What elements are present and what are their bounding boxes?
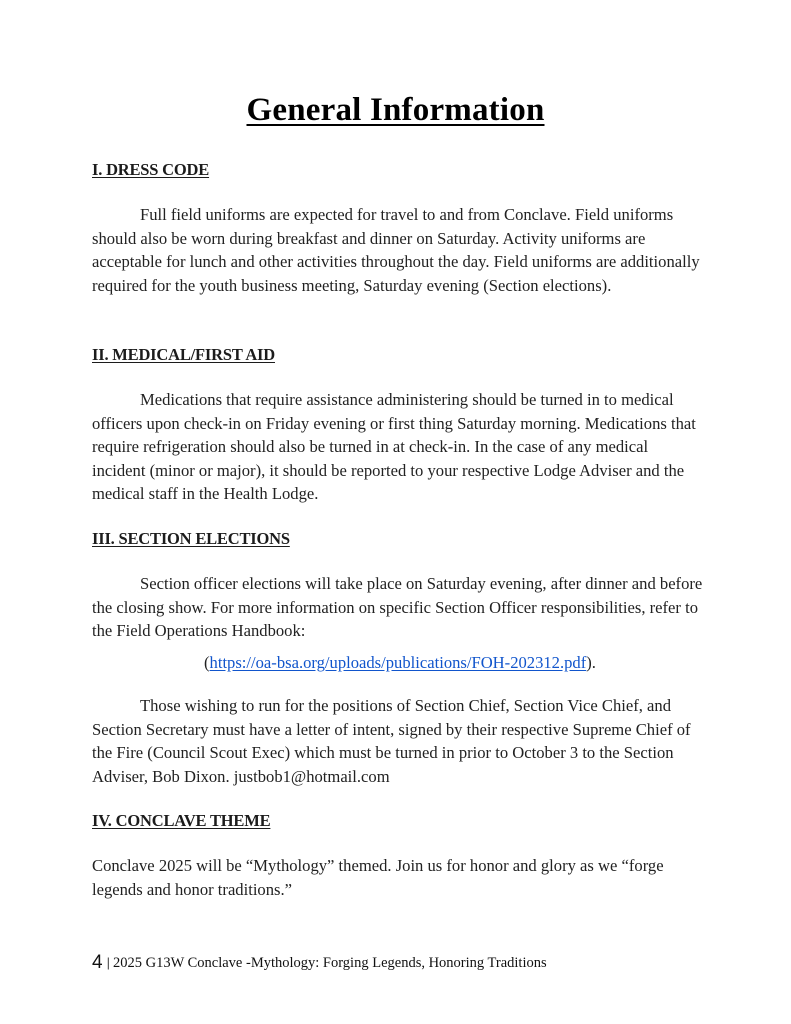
section-heading-dress-code: I. DRESS CODE — [92, 160, 210, 179]
theme-paragraph: Conclave 2025 will be “Mythology” themed. Join us for honor and glory as we “forge legends and honor traditions.” — [92, 856, 664, 899]
footer-text: 2025 G13W Conclave -Mythology: Forging Legends, Honoring Traditions — [112, 955, 547, 971]
link-close-paren: ). — [586, 653, 596, 672]
handbook-link-line — [204, 651, 596, 675]
page-footer — [92, 952, 547, 974]
elections-paragraph-1: Section officer elections will take place on Saturday evening, after dinner and before the closing show. For more information on specific Section Officer responsibilities, refer to the Field Operations Handbook: — [92, 574, 703, 641]
link-open-paren: ( — [204, 653, 210, 672]
elections-paragraph-2: Those wishing to run for the positions of Section Chief, Section Vice Chief, and Section Secretary must have a letter of intent, signed by their respective Supreme Chief of the Fire (Council Scout Exec) which must be turned in prior to October 3 to the Section Adviser, Bob Dixon. justbob1@hotmail.com — [92, 696, 691, 786]
section-heading-medical: II. MEDICAL/FIRST AID — [92, 345, 275, 364]
section-heading-elections: III. SECTION ELECTIONS — [92, 529, 290, 548]
dress-code-paragraph: Full field uniforms are expected for travel to and from Conclave. Field uniforms should also be worn during breakfast and dinner on Saturday. Activity uniforms are acceptable for lunch and other activities throughout the day. Field uniforms are additionally required for the youth business meeting, Saturday evening (Section elections). — [92, 205, 700, 295]
page-title: General Information — [246, 92, 545, 128]
page-number: 4 — [92, 952, 103, 973]
section-heading-theme: IV. CONCLAVE THEME — [92, 811, 271, 830]
footer-separator: | — [106, 955, 110, 970]
field-operations-handbook-link[interactable]: https://oa-bsa.org/uploads/publications/FOH-202312.pdf — [209, 653, 587, 672]
medical-paragraph: Medications that require assistance administering should be turned in to medical officers upon check-in on Friday evening or first thing Saturday morning. Medications that require refrigeration should also be turned in at check-in. In the case of any medical incident (minor or major), it should be reported to your respective Lodge Adviser and the medical staff in the Health Lodge. — [92, 390, 696, 504]
